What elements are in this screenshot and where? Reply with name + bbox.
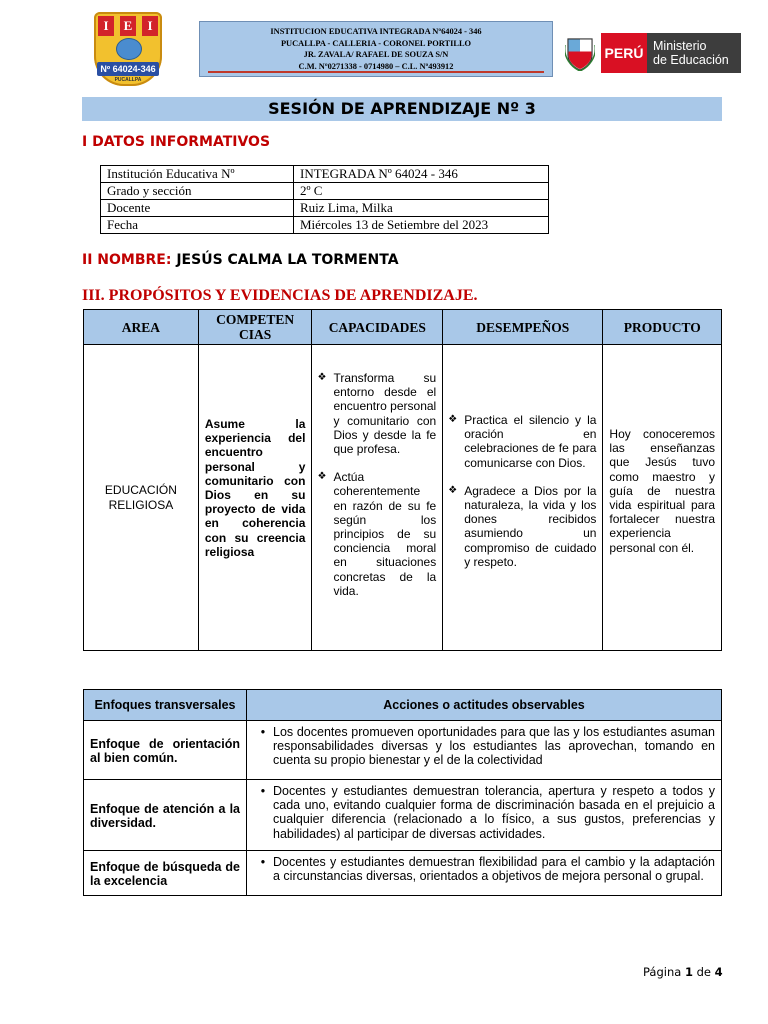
school-line: INSTITUCION EDUCATIVA INTEGRADA Nº64024 - 346	[270, 27, 482, 36]
diamond-bullet-icon: ❖	[448, 484, 458, 496]
ministerio-line: Ministerio	[653, 39, 707, 53]
page-title: SESIÓN DE APRENDIZAJE Nº 3	[82, 97, 722, 121]
column-header: AREA	[84, 310, 199, 345]
enfoque-action: Los docentes promueven oportunidades para que las y los estudiantes asuman responsabilidades diversas y los estudiantes las aprovechan, tomando en cuenta su propio bienestar y el de la colectividad	[273, 725, 715, 768]
logo-letter: I	[142, 16, 158, 36]
table-row	[101, 166, 549, 183]
enfoque-name: Enfoque de búsqueda de la excelencia	[84, 851, 247, 896]
table-value: Miércoles 13 de Setiembre del 2023	[294, 217, 549, 234]
peru-shield-icon	[565, 37, 595, 71]
column-header: DESEMPEÑOS	[443, 310, 603, 345]
divider	[208, 71, 544, 73]
table-label: Fecha	[101, 217, 294, 234]
column-header: COMPETEN CIAS	[198, 310, 312, 345]
capacidades-cell	[312, 345, 443, 651]
ministerio-line: de Educación	[653, 53, 729, 67]
enfoques-table	[83, 689, 722, 896]
column-header: CAPACIDADES	[312, 310, 443, 345]
page-number	[643, 965, 723, 979]
bullet-icon: •	[260, 725, 266, 739]
school-line: PUCALLPA - CALLERIA - CORONEL PORTILLO	[280, 38, 472, 48]
page-mid: de	[696, 965, 711, 979]
bullet-icon: •	[260, 855, 266, 869]
area-text: EDUCACIÓN RELIGIOSA	[104, 483, 177, 512]
table-label: Institución Educativa Nº	[101, 166, 294, 183]
globe-icon	[116, 38, 142, 60]
area-cell	[84, 345, 199, 651]
table-row	[101, 200, 549, 217]
section1-heading: I DATOS INFORMATIVOS	[82, 134, 271, 150]
competencia-text: Asume la experiencia del encuentro personal y comunitario con Dios en su proyecto de vida en coherencia con su creencia religiosa	[204, 417, 306, 559]
table-label: Docente	[101, 200, 294, 217]
current-page: 1	[684, 965, 693, 979]
school-line: JR. ZAVALA/ RAFAEL DE SOUZA S/N	[303, 50, 449, 59]
propositos-table	[83, 309, 722, 651]
producto-cell	[603, 345, 722, 651]
diamond-bullet-icon: ❖	[448, 414, 458, 425]
list-item	[314, 371, 436, 456]
bullet-icon: •	[260, 784, 266, 798]
list-item	[445, 413, 596, 470]
enfoque-action-cell	[247, 721, 722, 780]
school-info-box	[199, 21, 553, 77]
table-row	[84, 721, 722, 780]
competencia-cell	[198, 345, 312, 651]
ministerio-label	[647, 33, 741, 73]
enfoque-action-cell	[247, 780, 722, 851]
section2-label: II NOMBRE:	[82, 252, 172, 268]
enfoque-action: Docentes y estudiantes demuestran tolerancia, apertura y respeto a todos y cada uno, evitando cualquier forma de discriminación basada en el prejuicio a cualquier diferencia (relacionado a lo físico, a sus gustos, preferencias y habilidades) al participar de diversas actividades.	[273, 784, 715, 841]
enfoque-action-cell	[247, 851, 722, 896]
table-header-row	[84, 690, 722, 721]
total-pages: 4	[714, 965, 723, 979]
diamond-bullet-icon: ❖	[317, 471, 327, 483]
section3-heading: III. PROPÓSITOS Y EVIDENCIAS DE APRENDIZAJE.	[82, 287, 478, 304]
section2-heading	[82, 252, 399, 268]
desempenos-cell	[443, 345, 603, 651]
school-logo	[94, 12, 162, 86]
table-label: Grado y sección	[101, 183, 294, 200]
logo-letter: I	[98, 16, 114, 36]
logo-city: PUCALLPA	[114, 77, 142, 83]
desempeno-text: Agradece a Dios por la naturaleza, la vida y los dones recibidos asumiendo un compromiso de cuidado y respeto.	[464, 483, 597, 569]
desempeno-text: Practica el silencio y la oración en celebraciones de fe para comunicarse con Dios.	[464, 413, 597, 470]
column-header: PRODUCTO	[603, 310, 722, 345]
school-line: C.M. Nº0271338 - 0714980 – C.L. Nº493912	[298, 61, 454, 71]
diamond-bullet-icon: ❖	[317, 372, 327, 383]
logo-number: Nº 64024-346	[97, 62, 159, 76]
enfoque-name: Enfoque de atención a la diversidad.	[84, 780, 247, 851]
peru-label: PERÚ	[601, 33, 647, 73]
capacidad-text: Transforma su entorno desde el encuentro personal y comunitario con Dios y desde la fe que profesa.	[333, 371, 437, 457]
table-value: 2º C	[294, 183, 549, 200]
table-row	[101, 183, 549, 200]
table-row	[84, 851, 722, 896]
enfoque-action: Docentes y estudiantes demuestran flexibilidad para el cambio y la adaptación a circunstancias diversas, orientados a objetivos de mejora personal o grupal.	[273, 855, 715, 884]
logo-letter: E	[120, 16, 136, 36]
table-row	[84, 780, 722, 851]
table-value: Ruiz Lima, Milka	[294, 200, 549, 217]
section2-value: JESÚS CALMA LA TORMENTA	[176, 252, 399, 268]
producto-text: Hoy conoceremos las enseñanzas que Jesús tuvo como maestro y guía de nuestra vida espiritual para fortalecer nuestra experiencia personal con él.	[609, 427, 715, 555]
table-row	[84, 345, 722, 651]
datos-informativos-table	[100, 165, 549, 234]
column-header: Enfoques transversales	[84, 690, 247, 721]
table-row	[101, 217, 549, 234]
page-prefix: Página	[643, 965, 682, 979]
list-item	[314, 470, 436, 598]
list-item	[445, 484, 596, 569]
enfoque-name: Enfoque de orientación al bien común.	[84, 721, 247, 780]
capacidad-text: Actúa coherentemente en razón de su fe según los principios de su conciencia moral en situaciones concretas de la vida.	[333, 470, 437, 598]
table-header-row	[84, 310, 722, 345]
table-value: INTEGRADA Nº 64024 - 346	[294, 166, 549, 183]
column-header: Acciones o actitudes observables	[247, 690, 722, 721]
